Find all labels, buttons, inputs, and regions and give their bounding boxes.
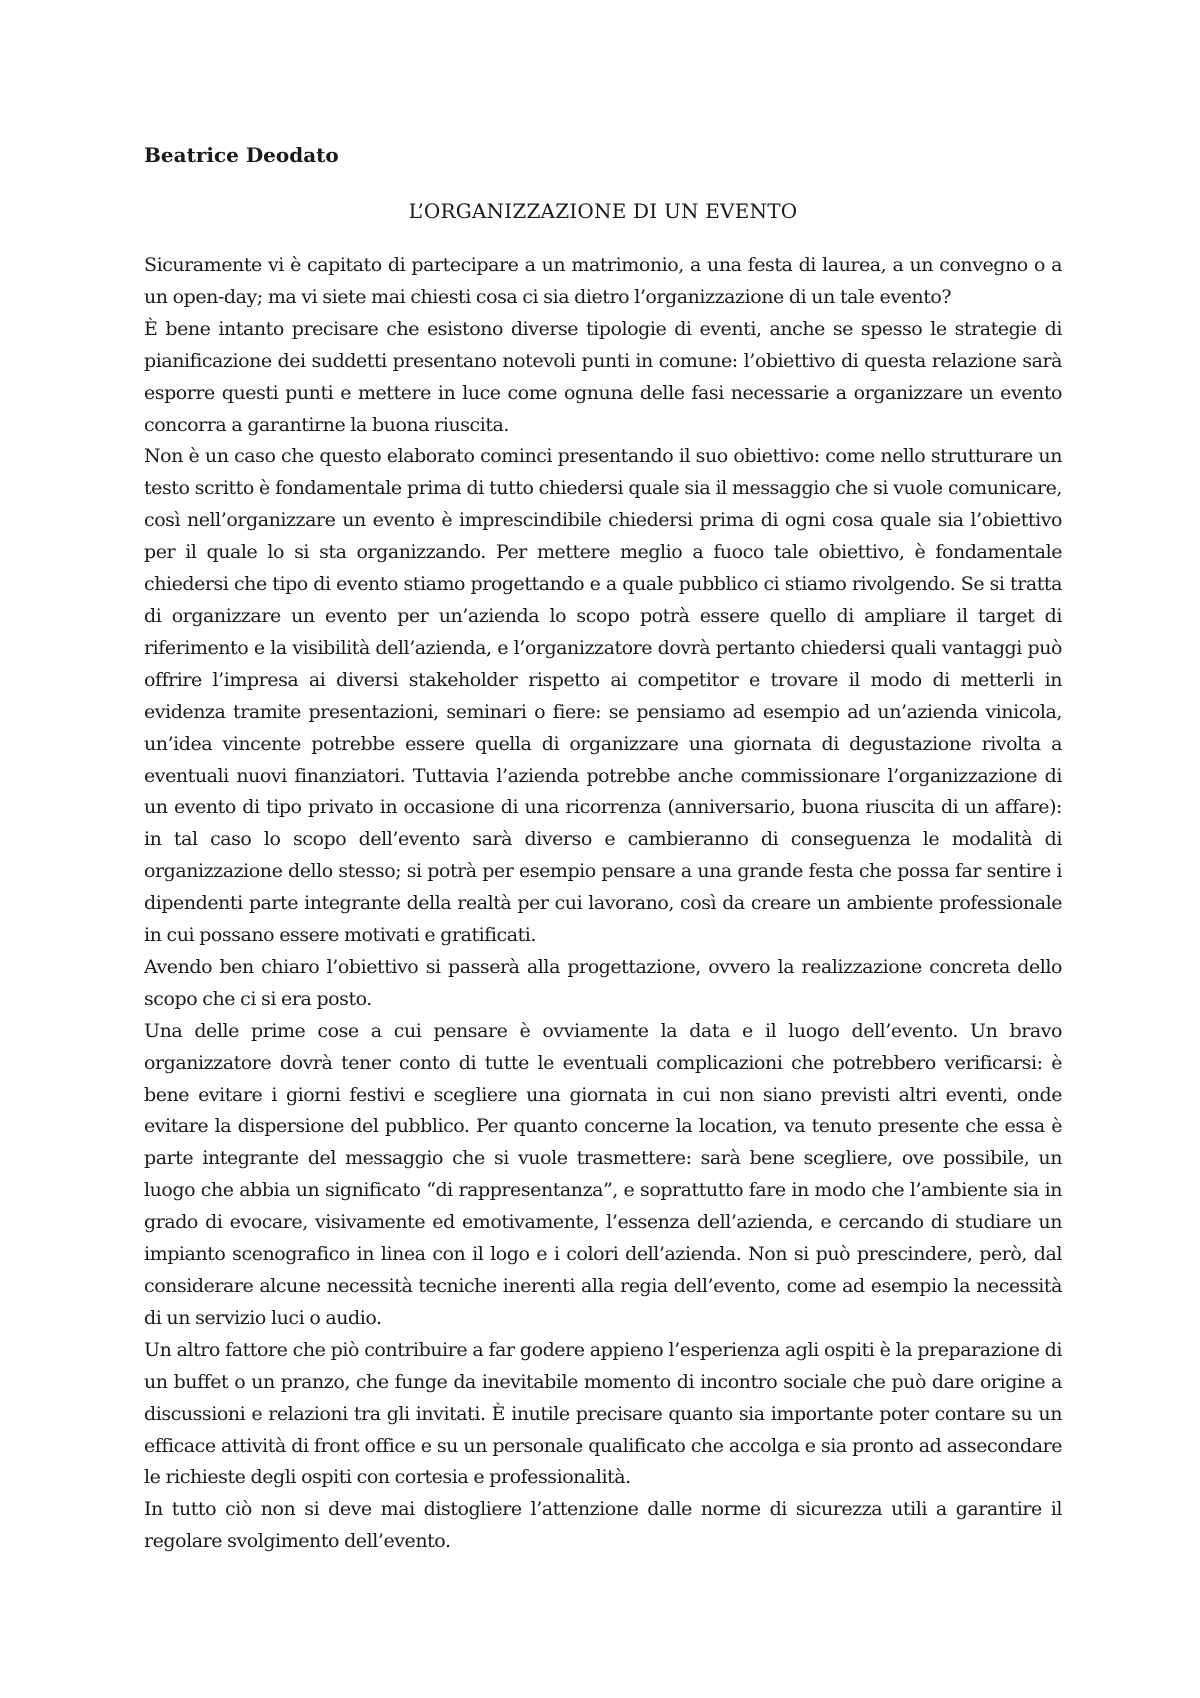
paragraph-intro: Sicuramente vi è capitato di partecipare a un matrimonio, a una festa di laurea, a un convegno o a un open-day; ma vi siete mai chiesti cosa ci sia dietro l’organizzazione di un tale evento? (144, 254, 1062, 308)
paragraph-obiettivo: Non è un caso che questo elaborato cominci presentando il suo obiettivo: come nello strutturare un testo scritto è fondamentale prima di tutto chiedersi quale sia il messaggio che si vuole comunicare, così nell’organizzare un evento è imprescindibile chiedersi prima di ogni cosa quale sia l’obiettivo per il quale lo si sta organizzando. Per mettere meglio a fuoco tale obiettivo, è fondamentale chiedersi che tipo di evento stiamo progettando e a quale pubblico ci stiamo rivolgendo. Se si tratta di organizzare un evento per un’azienda lo scopo potrà essere quello di ampliare il target di riferimento e la visibilità dell’azienda, e l’organizzatore dovrà pertanto chiedersi quali vantaggi può offrire l’impresa ai diversi stakeholder rispetto ai competitor e trovare il modo di metterli in evidenza tramite presentazioni, seminari o fiere: se pensiamo ad esempio ad un’azienda vinicola, un’idea vincente potrebbe essere quella di organizzare una giornata di degustazione rivolta a eventuali nuovi finanziatori. Tuttavia l’azienda potrebbe anche commissionare l’organizzazione di un evento di tipo privato in occasione di una ricorrenza (anniversario, buona riuscita di un affare): in tal caso lo scopo dell’evento sarà diverso e cambieranno di conseguenza le modalità di organizzazione dello stesso; si potrà per esempio pensare a una grande festa che possa far sentire i dipendenti parte integrante della realtà per cui lavorano, così da creare un ambiente professionale in cui possano essere motivati e gratificati. (144, 445, 1062, 947)
document-body (144, 140, 1062, 1558)
paragraph-buffet: Un altro fattore che piò contribuire a far godere appieno l’esperienza agli ospiti è la preparazione di un buffet o un pranzo, che funge da inevitabile momento di incontro sociale che può dare origine a discussioni e relazioni tra gli invitati. È inutile precisare quanto sia importante poter contare su un efficace attività di front office e su un personale qualificato che accolga e sia pronto ad assecondare le richieste degli ospiti con cortesia e professionalità. (144, 1338, 1062, 1489)
paragraph-sicurezza: In tutto ciò non si deve mai distogliere l’attenzione dalle norme di sicurezza utili a garantire il regolare svolgimento dell’evento. (144, 1498, 1062, 1553)
paragraph-data-luogo: Una delle prime cose a cui pensare è ovviamente la data e il luogo dell’evento. Un bravo organizzatore dovrà tener conto di tutte le eventuali complicazioni che potrebbero verificarsi: è bene evitare i giorni festivi e scegliere una giornata in cui non siano previsti altri eventi, onde evitare la dispersione del pubblico. Per quanto concerne la location, va tenuto presente che essa è parte integrante del messaggio che si vuole trasmettere: sarà bene scegliere, ove possibile, un luogo che abbia un significato “di rappresentanza”, e soprattutto fare in modo che l’ambiente sia in grado di evocare, visivamente ed emotivamente, l’essenza dell’azienda, e cercando di studiare un impianto scenografico in linea con il logo e i colori dell’azienda. Non si può prescindere, però, dal considerare alcune necessità tecniche inerenti alla regia dell’evento, come ad esempio la necessità di un servizio luci o audio. (144, 1019, 1062, 1329)
paragraph-tipologie: È bene intanto precisare che esistono diverse tipologie di eventi, anche se spesso le strategie di pianificazione dei suddetti presentano notevoli punti in comune: l’obiettivo di questa relazione sarà esporre questi punti e mettere in luce come ognuna delle fasi necessarie a organizzare un evento concorra a garantirne la buona riuscita. (144, 317, 1062, 436)
paragraph-progettazione: Avendo ben chiaro l’obiettivo si passerà alla progettazione, ovvero la realizzazione concreta dello scopo che ci si era posto. (144, 955, 1062, 1010)
author-name: Beatrice Deodato (144, 143, 339, 167)
document-title: L’ORGANIZZAZIONE DI UN EVENTO (408, 199, 798, 223)
